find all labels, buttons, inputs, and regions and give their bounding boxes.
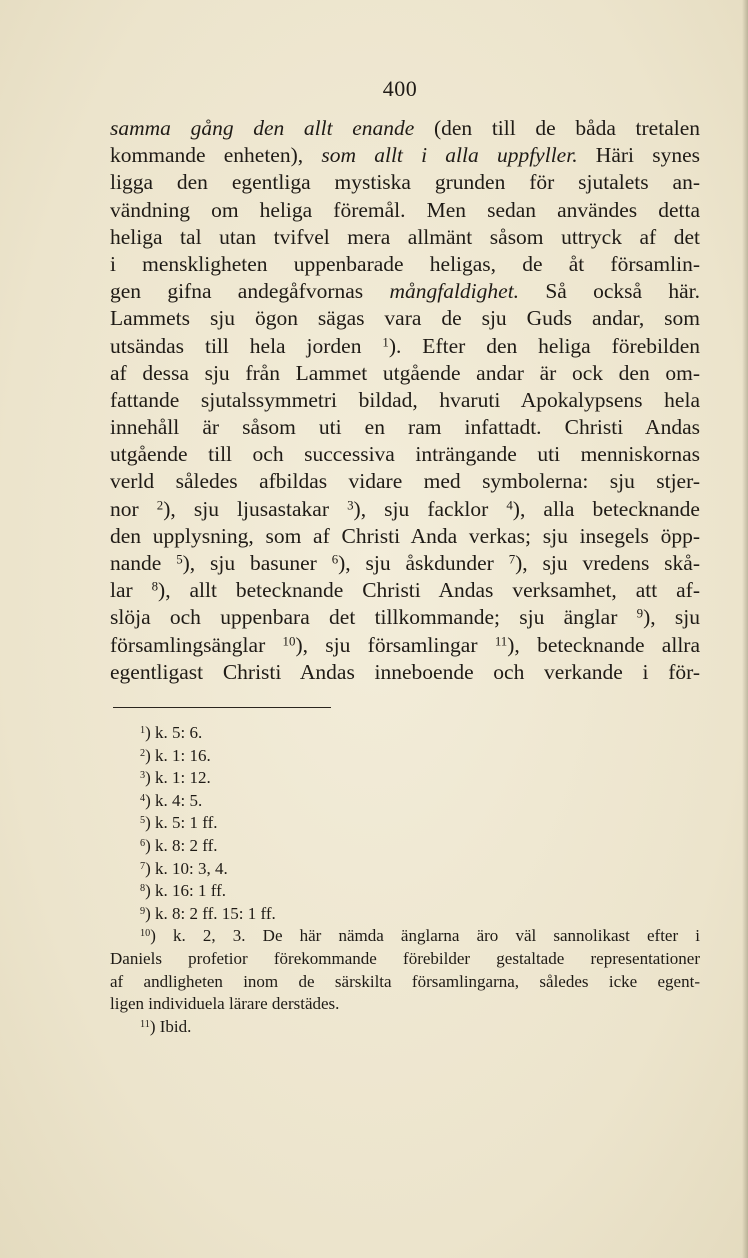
text-line [110,414,700,441]
text-run: fattande sjutalssymmetri bildad, hvaruti Apokalypsens hela [110,387,700,412]
text-line [110,468,700,495]
text-run: heliga tal utan tvifvel mera allmänt såsom uttryck af det [110,224,700,249]
text-run: ), alla betecknande [512,496,700,521]
main-text [110,115,700,686]
text-run: ), sju vredens skå- [515,551,700,575]
text-run: utgående till och successiva inträngande uti menniskornas [110,442,700,467]
italic-text: mångfaldighet. [389,279,520,304]
footnote-text: ) k. 1: 12. [145,768,211,788]
footnote-reference: 5 [176,552,183,567]
text-run: församlingsänglar [110,632,283,657]
text-line [110,632,700,659]
text-line [110,496,700,523]
italic-text: som allt i alla uppfyller. [321,143,578,168]
page-number: 400 [382,76,418,101]
footnote-text: ) k. 16: 1 ff. [145,881,226,901]
text-line [110,278,700,305]
text-line [110,142,700,169]
footnote-reference: 3 [347,498,354,513]
text-run: gen gifna andegåfvornas [110,279,390,304]
footnote-11-mark: 11 [140,1018,150,1030]
text-run: ), betecknande allra [507,632,700,657]
text-line [110,360,700,387]
footnote-text: ) k. 8: 2 ff. [145,835,218,855]
text-run: utsändas till hela jorden [110,333,383,358]
footnote-mark: 5 [140,815,146,827]
footnote-11-text: ) Ibid. [149,1016,192,1036]
text-line [110,305,700,332]
text-run: ), sju åskdunder [338,551,509,575]
text-line [110,550,700,577]
page-edge-shadow [742,0,748,1258]
footnote-reference: 7 [508,552,516,567]
footnote-separator [113,707,331,708]
footnote-10-text-1: ) k. 2, 3. De här nämda änglarna äro väl sannolikast efter i [150,926,700,946]
footnote-reference: 6 [331,552,339,567]
footnote-11 [110,1016,700,1039]
text-line [110,604,700,631]
text-line [110,577,700,604]
text-run: vändning om heliga föremål. Men sedan användes detta [110,197,700,222]
footnote-text: ) k. 10: 3, 4. [145,858,228,878]
text-run: den upplysning, som af Christi Anda verkas; sju insegels öpp- [110,523,700,548]
footnote-reference: 8 [151,579,159,594]
text-line [110,115,700,142]
text-run: Häri synes [577,143,700,168]
text-run: ), allt betecknande Christi Andas verksamhet, att af- [158,578,700,603]
footnote-11-line [110,1016,700,1039]
footnote-mark: 8 [140,883,146,895]
text-line [110,659,700,686]
text-line [110,224,700,251]
text-run: nor [110,496,157,521]
text-run: af dessa sju från Lammet utgående andar är ock den om- [110,360,700,385]
text-line [110,387,700,414]
footnote-mark: 1 [140,724,146,736]
footnote-reference: 2 [156,498,164,513]
footnote-mark: 6 [140,837,146,849]
text-run: (den till de båda tretalen [414,116,701,140]
footnote-reference: 11 [494,634,508,649]
text-line [110,169,700,196]
footnote-text: ) k. 5: 1 ff. [145,813,218,833]
footnote-10-mark: 10 [140,928,151,940]
text-run: ligga den egentliga mystiska grunden för sjutalets an- [110,170,700,195]
text-run: slöja och uppenbara det tillkommande; sju änglar [110,605,637,630]
footnote-mark: 3 [140,770,146,782]
footnote-reference: 9 [636,606,644,621]
footnote-10-line-1 [110,925,700,948]
footnote-10-line-3: af andligheten inom de särskilta församlingarna, således icke egent- [110,971,700,991]
footnotes [110,722,700,1038]
footnote-mark: 7 [140,860,146,872]
text-run: ). Efter den heliga förebilden [388,333,700,358]
text-run: kommande enheten), [110,143,322,168]
text-run: ), sju ljusastakar [163,496,348,521]
footnote [110,745,700,768]
text-run: nande [110,551,177,575]
footnote [110,903,700,926]
text-run: Så också här. [519,279,701,304]
text-run: ), sju församlingar [295,632,495,657]
text-line [110,523,700,550]
text-run: ), sju basuner [182,551,332,575]
text-line [110,333,700,360]
footnote-mark: 2 [140,747,146,759]
text-run: i menskligheten uppenbarade heligas, de åt församlin- [110,251,700,276]
footnote [110,790,700,813]
footnote-list [110,722,700,925]
text-run: egentligast Christi Andas inneboende och verkande i för- [110,659,700,684]
footnote-text: ) k. 1: 16. [145,745,211,765]
text-line [110,441,700,468]
footnote-reference: 1 [382,335,389,350]
footnote-10-line-2: Daniels profetior förekommande förebilder gestaltade representationer [110,948,700,968]
text-line [110,251,700,278]
footnote [110,880,700,903]
footnote [110,812,700,835]
footnote-10 [110,925,700,1015]
footnote-text: ) k. 5: 6. [145,723,203,742]
text-run: verld således afbildas vidare med symbolerna: sju stjer- [110,469,700,494]
footnote [110,722,700,745]
footnote-reference: 4 [506,498,513,513]
footnote [110,835,700,858]
text-run: ), sju facklor [353,496,507,521]
text-line [110,197,700,224]
footnote-text: ) k. 8: 2 ff. 15: 1 ff. [145,903,276,923]
footnote-text: ) k. 4: 5. [145,790,203,810]
footnote-mark: 9 [140,905,146,917]
footnote [110,858,700,881]
text-run: lar [110,578,152,603]
text-run: Lammets sju ögon sägas vara de sju Guds andar, som [110,306,700,331]
footnote-reference: 10 [282,634,296,649]
footnote-10-line-4: ligen individuela lärare derstädes. [110,994,340,1014]
footnote [110,767,700,790]
italic-text: samma gång den allt enande [110,116,415,140]
text-run: ), sju [643,605,700,630]
text-run: innehåll är såsom uti en ram infattadt. Christi Andas [110,415,700,440]
footnote-mark: 4 [140,792,146,804]
